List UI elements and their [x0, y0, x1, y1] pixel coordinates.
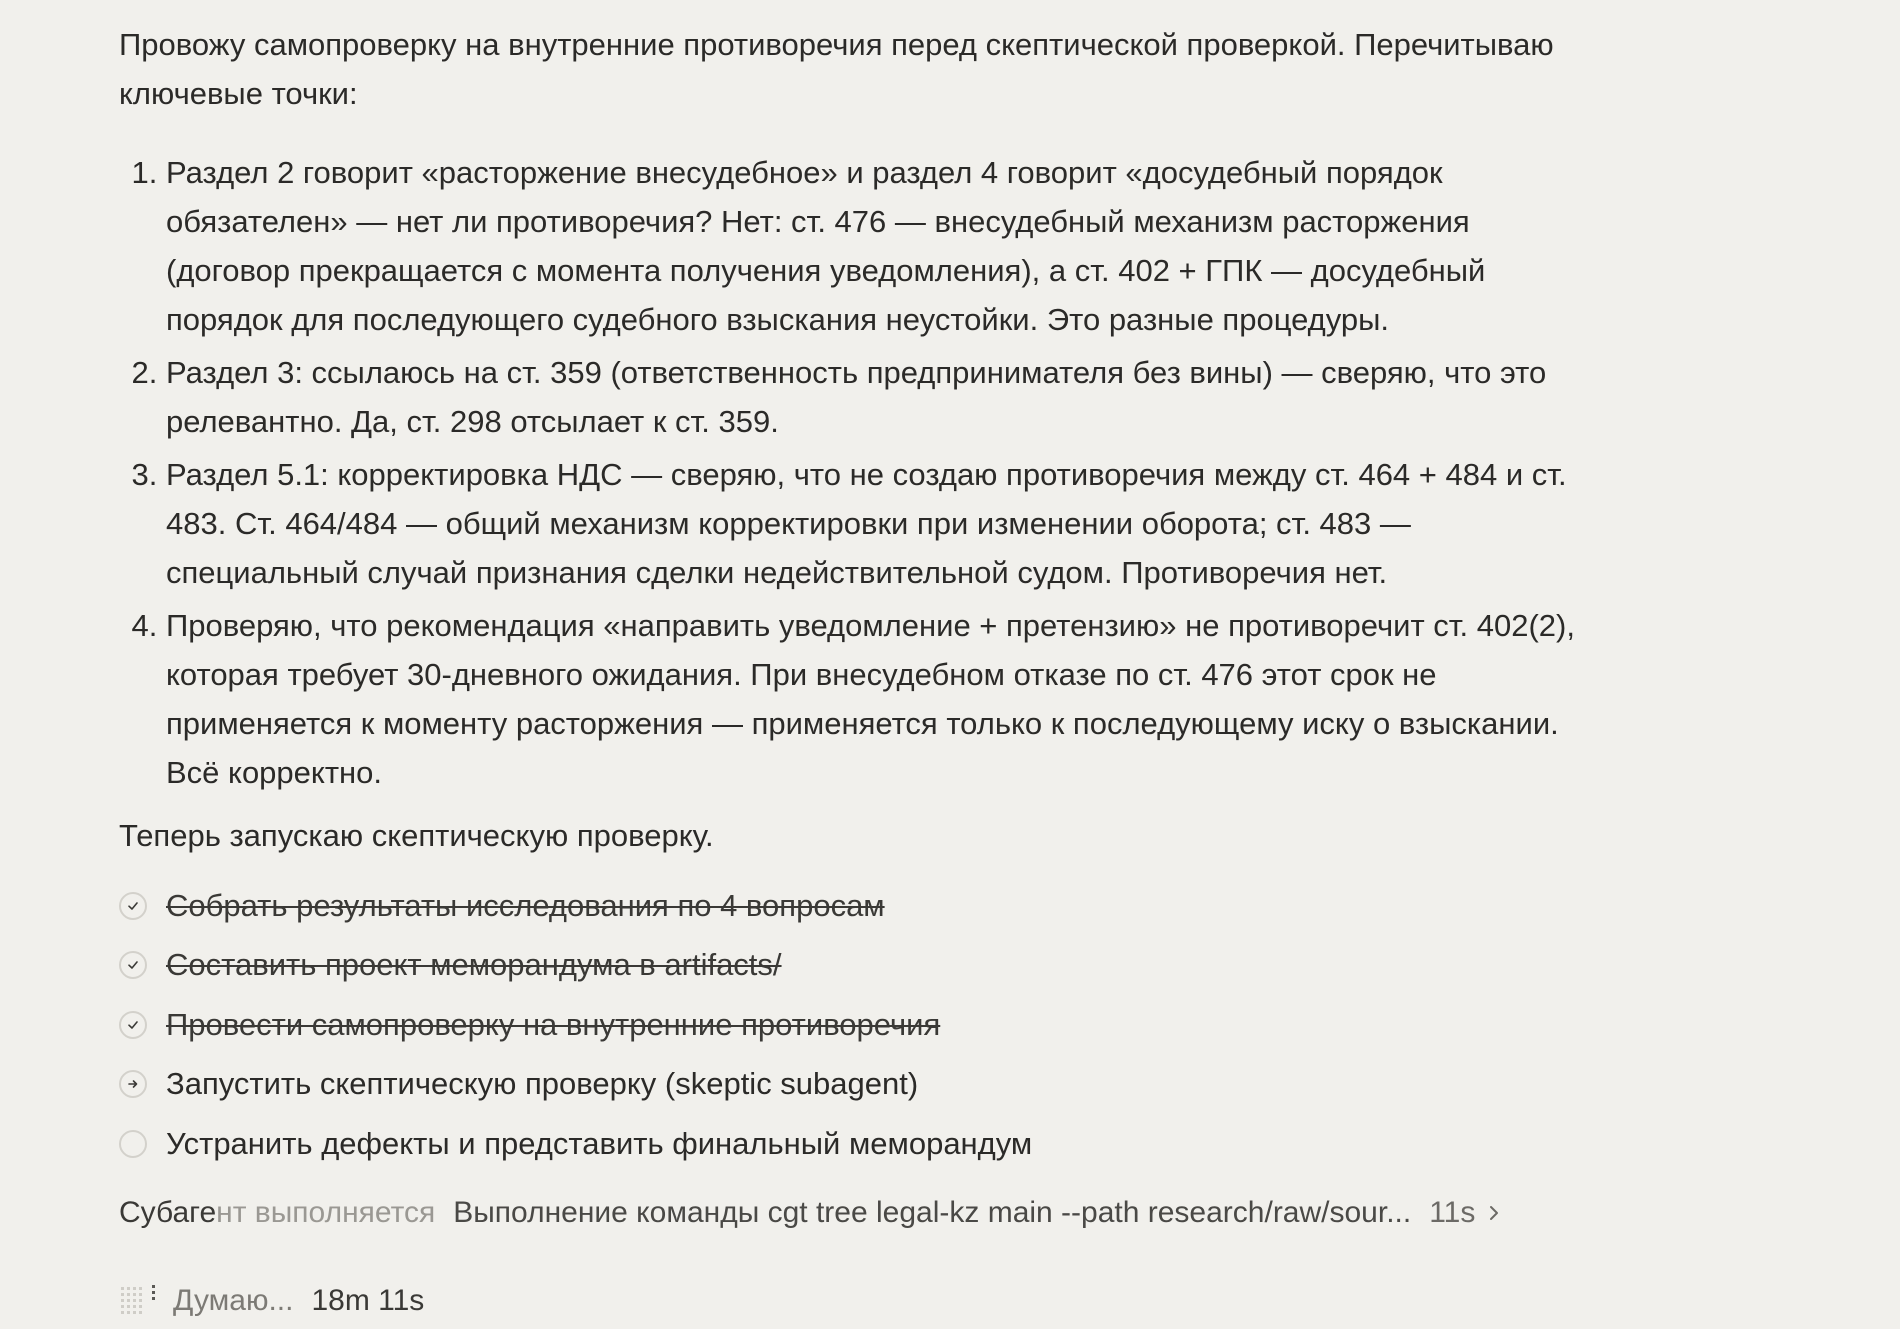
- todo-label: Провести самопроверку на внутренние противоречия: [166, 1006, 941, 1042]
- thinking-label: Думаю...: [173, 1283, 294, 1317]
- todo-item: [119, 995, 1599, 1055]
- todo-item: [119, 876, 1599, 936]
- self-check-item: 3. Раздел 5.1: корректировка НДС — сверяю, что не создаю противоречия между ст. 464 + 484 и ст. 483. Ст. 464/484 — общий механизм корректировки при изменении оборота; ст. 483 — специальный случай признания сделки недействительной судом. Противоречия нет.: [166, 450, 1599, 597]
- empty-circle-icon: [119, 1130, 147, 1158]
- todo-item: [119, 1114, 1599, 1174]
- subagent-elapsed: 11s: [1429, 1195, 1476, 1229]
- check-icon: [119, 1011, 147, 1039]
- todo-label: Устранить дефекты и представить финальный меморандум: [166, 1125, 1033, 1161]
- self-check-item: 4. Проверяю, что рекомендация «направить уведомление + претензию» не противоречит ст. 402(2), которая требует 30-дневного ожидания. При внесудебном отказе по ст. 476 этот срок не применяется к моменту расторжения — применяется только к последующему иску о взыскании. Всё корректно.: [166, 601, 1599, 797]
- todo-label: Запустить скептическую проверку (skeptic subagent): [166, 1066, 919, 1102]
- chevron-right-icon[interactable]: [1487, 1203, 1501, 1223]
- subagent-status-row[interactable]: [119, 1188, 1599, 1238]
- spinner-dots-icon: [119, 1281, 159, 1321]
- subagent-command: Выполнение команды cgt tree legal-kz main --path research/raw/sour...: [453, 1195, 1412, 1229]
- check-icon: [119, 892, 147, 920]
- assistant-message: [119, 0, 1599, 1326]
- self-check-list: [119, 148, 1599, 797]
- todo-label: Собрать результаты исследования по 4 вопросам: [166, 887, 885, 923]
- subagent-label-start: Субаге: [119, 1195, 217, 1229]
- arrow-right-icon: [119, 1070, 147, 1098]
- subagent-label-end: нт выполняется: [216, 1195, 436, 1229]
- self-check-item: 1. Раздел 2 говорит «расторжение внесудебное» и раздел 4 говорит «досудебный порядок обязателен» — нет ли противоречия? Нет: ст. 476 — внесудебный механизм расторжения (договор прекращается с момента получения уведомления), а ст. 402 + ГПК — досудебный порядок для последующего судебного взыскания неустойки. Это разные процедуры.: [166, 148, 1599, 344]
- next-step-text: Теперь запускаю скептическую проверку.: [119, 818, 714, 853]
- todo-label: Составить проект меморандума в artifacts/: [166, 947, 782, 983]
- self-check-item: 2. Раздел 3: ссылаюсь на ст. 359 (ответственность предпринимателя без вины) — сверяю, что это релевантно. Да, ст. 298 отсылает к ст. 359.: [166, 348, 1599, 446]
- todo-item: [119, 1055, 1599, 1115]
- thinking-indicator: [119, 1276, 1599, 1326]
- intro-paragraph: Провожу самопроверку на внутренние противоречия перед скептической проверкой. Перечитываю ключевые точки:: [119, 27, 1554, 111]
- todo-item: [119, 936, 1599, 996]
- check-icon: [119, 951, 147, 979]
- todo-list: [119, 876, 1599, 1174]
- thinking-elapsed: 18m 11s: [311, 1283, 425, 1317]
